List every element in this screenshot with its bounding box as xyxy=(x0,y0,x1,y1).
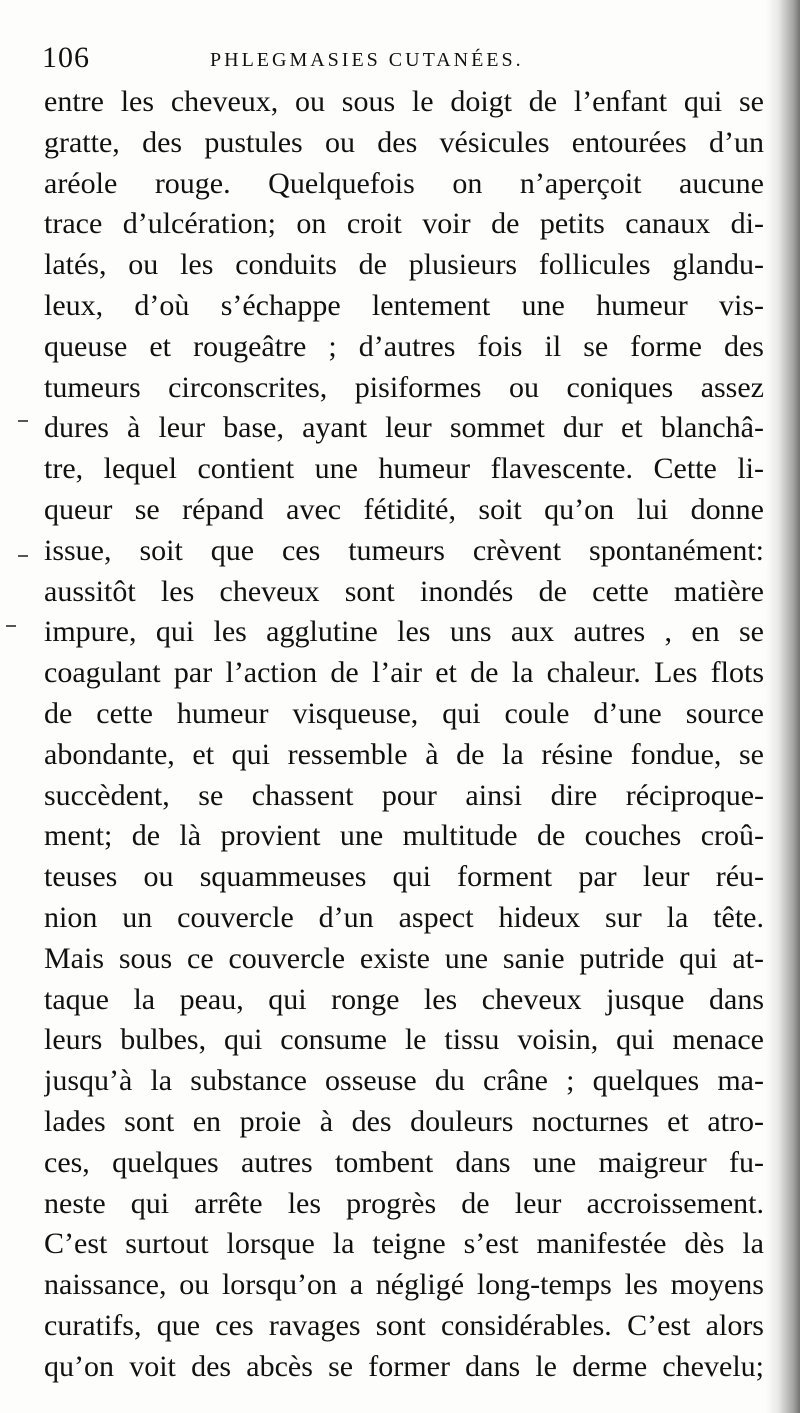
text-line: teuses ou squammeuses qui forment par leur réu- xyxy=(44,860,764,894)
page-edge-shadow xyxy=(766,0,800,1413)
text-line: leurs bulbes, qui consume le tissu voisin, qui menace xyxy=(44,1023,764,1057)
text-line: gratte, des pustules ou des vésicules entourées d’un xyxy=(44,125,764,159)
text-line: ces, quelques autres tombent dans une maigreur fu- xyxy=(44,1145,764,1179)
page-number: 106 xyxy=(42,41,90,74)
body-text xyxy=(44,82,764,1388)
running-head: PHLEGMASIES CUTANÉES. xyxy=(210,49,524,71)
text-line: ment; de là provient une multitude de couches croû- xyxy=(44,819,764,853)
text-line: issue, soit que ces tumeurs crèvent spontanément: xyxy=(44,533,764,567)
text-line: trace d’ulcération; on croit voir de petits canaux di- xyxy=(44,207,764,241)
text-line: impure, qui les agglutine les uns aux autres , en se xyxy=(44,615,764,649)
text-line: abondante, et qui ressemble à de la résine fondue, se xyxy=(44,737,764,771)
margin-mark xyxy=(18,420,28,422)
text-line: succèdent, se chassent pour ainsi dire réciproque- xyxy=(44,778,764,812)
text-line: entre les cheveux, ou sous le doigt de l’enfant qui se xyxy=(44,85,764,118)
text-line: C’est surtout lorsque la teigne s’est manifestée dès la xyxy=(44,1227,764,1261)
text-line: aussitôt les cheveux sont inondés de cette matière xyxy=(44,574,764,608)
text-line: dures à leur base, ayant leur sommet dur et blanchâ- xyxy=(44,411,764,445)
text-line: taque la peau, qui ronge les cheveux jusque dans xyxy=(44,982,764,1016)
text-line: latés, ou les conduits de plusieurs follicules glandu- xyxy=(44,248,764,282)
text-line: queur se répand avec fétidité, soit qu’on lui donne xyxy=(44,492,764,526)
text-line: neste qui arrête les progrès de leur accroissement. xyxy=(44,1186,764,1220)
text-line: curatifs, que ces ravages sont considérables. C’est alors xyxy=(44,1308,764,1342)
text-line: nion un couvercle d’un aspect hideux sur la tête. xyxy=(44,900,764,934)
text-line: aréole rouge. Quelquefois on n’aperçoit aucune xyxy=(44,166,764,200)
text-line: leux, d’où s’échappe lentement une humeur vis- xyxy=(44,288,764,322)
text-line: lades sont en proie à des douleurs nocturnes et atro- xyxy=(44,1104,764,1138)
text-line: naissance, ou lorsqu’on a négligé long-temps les moyens xyxy=(44,1268,764,1302)
text-line: Mais sous ce couvercle existe une sanie putride qui at- xyxy=(44,941,764,975)
page-header xyxy=(40,40,750,80)
margin-mark xyxy=(6,625,16,627)
text-line: coagulant par l’action de l’air et de la chaleur. Les flots xyxy=(44,656,764,690)
text-line: queuse et rougeâtre ; d’autres fois il se forme des xyxy=(44,329,764,363)
margin-mark xyxy=(18,555,28,557)
text-line: tumeurs circonscrites, pisiformes ou coniques assez xyxy=(44,370,764,404)
text-line: de cette humeur visqueuse, qui coule d’une source xyxy=(44,696,764,730)
text-line: qu’on voit des abcès se former dans le derme chevelu; xyxy=(44,1349,764,1383)
text-line: jusqu’à la substance osseuse du crâne ; quelques ma- xyxy=(44,1064,764,1098)
text-line: tre, lequel contient une humeur flavescente. Cette li- xyxy=(44,452,764,486)
